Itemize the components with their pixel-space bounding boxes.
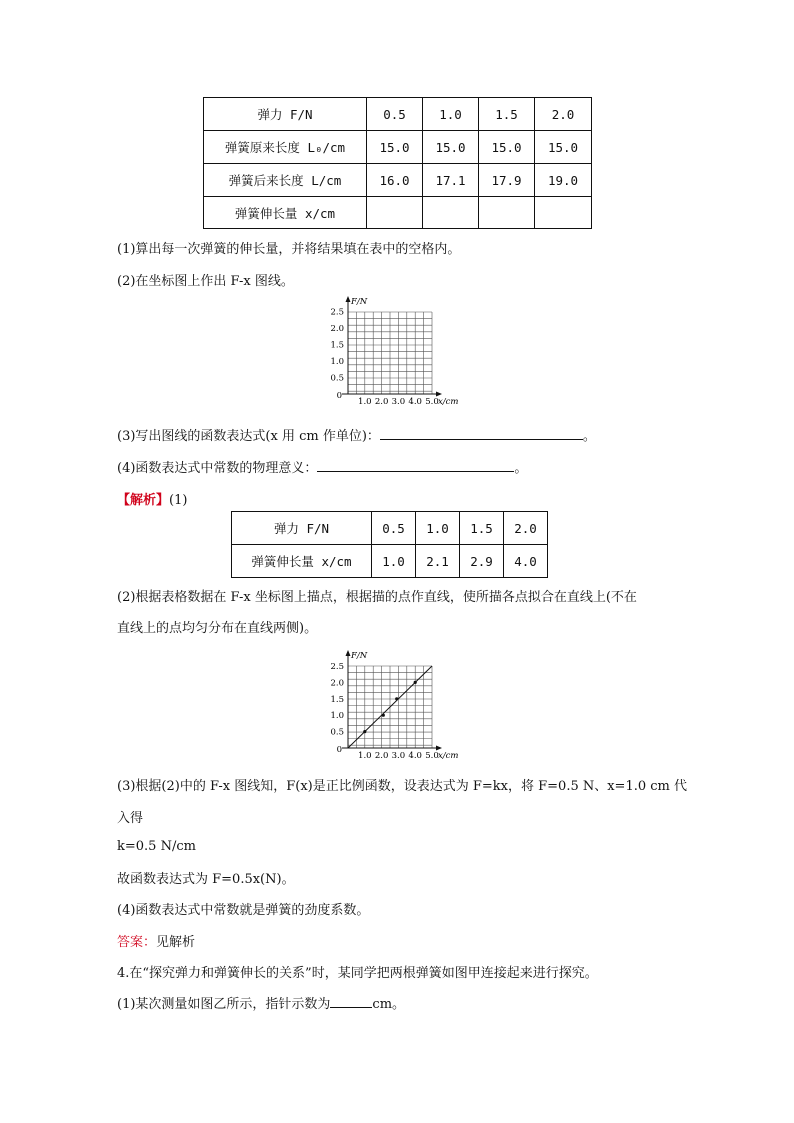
- x-tick-label: 1.0: [358, 397, 372, 407]
- cell: 15.0: [535, 131, 592, 164]
- x-tick-label: 5.0: [425, 751, 439, 761]
- y-tick-label: 2.0: [330, 324, 344, 334]
- cell: 0.5: [372, 512, 416, 545]
- analysis-label: 【解析】: [117, 493, 170, 508]
- y-axis-arrow: [346, 296, 351, 302]
- cell: 15.0: [367, 131, 423, 164]
- data-table-1: [203, 97, 592, 229]
- cell: 16.0: [367, 164, 423, 197]
- answer-label: 答案：: [117, 935, 157, 950]
- cell: 2.0: [504, 512, 548, 545]
- y-tick-label: 1.0: [330, 357, 344, 367]
- answer-blank[interactable]: [317, 457, 514, 472]
- solution-graph: [320, 646, 460, 764]
- y-axis-label: F/N: [351, 651, 368, 661]
- y-tick-label: 0.5: [330, 373, 344, 384]
- cell: 1.0: [372, 545, 416, 578]
- y-tick-label: 2.5: [330, 662, 344, 672]
- origin-label: 0: [336, 745, 342, 755]
- empty-cell[interactable]: [479, 197, 535, 229]
- row-label: 弹簧伸长量 x/cm: [232, 545, 372, 578]
- cell: 0.5: [367, 98, 423, 131]
- y-axis-arrow: [346, 650, 351, 656]
- cell: 4.0: [504, 545, 548, 578]
- answer-text: 见解析: [156, 935, 196, 950]
- answer-3-line-2: 入得: [117, 811, 144, 826]
- question-3-text: (3)写出图线的函数表达式(x 用 cm 作单位)：: [117, 429, 380, 444]
- answer-3-line-3: k=0.5 N/cm: [117, 839, 196, 854]
- data-table-2: [231, 511, 548, 578]
- x-axis-label: x/cm: [438, 397, 459, 407]
- cell: 17.1: [423, 164, 479, 197]
- problem-4-line-1: 4.在“探究弹力和弹簧伸长的关系”时，某同学把两根弹簧如图甲连接起来进行探究。: [117, 966, 598, 981]
- data-point: [382, 714, 385, 717]
- row-label: 弹簧原来长度 L₀/cm: [204, 131, 367, 164]
- y-tick-label: 2.0: [330, 678, 344, 689]
- answer-blank[interactable]: [330, 993, 372, 1008]
- answer-line: [117, 931, 195, 950]
- cell: 1.0: [423, 98, 479, 131]
- x-tick-label: 2.0: [374, 397, 389, 407]
- question-3: [117, 425, 596, 444]
- question-3-end: 。: [582, 429, 596, 444]
- blank-graph: [320, 292, 460, 410]
- cell: 19.0: [535, 164, 592, 197]
- y-axis-label: F/N: [351, 297, 368, 307]
- row-label: 弹力 F/N: [204, 98, 367, 131]
- x-tick-label: 3.0: [391, 397, 406, 407]
- table-row: [204, 98, 592, 131]
- cell: 15.0: [423, 131, 479, 164]
- x-tick-label: 1.0: [358, 751, 372, 761]
- problem-4-q1-end: cm。: [372, 997, 406, 1012]
- question-2: (2)在坐标图上作出 F-x 图线。: [117, 274, 294, 289]
- question-1: (1)算出每一次弹簧的伸长量，并将结果填在表中的空格内。: [117, 242, 461, 257]
- cell: 1.0: [416, 512, 460, 545]
- cell: 2.1: [416, 545, 460, 578]
- x-axis-arrow: [436, 746, 442, 751]
- answer-2-line-2: 直线上的点均匀分布在直线两侧)。: [117, 621, 318, 636]
- data-point: [363, 730, 366, 733]
- analysis-start: (1): [169, 493, 188, 508]
- origin-label: 0: [336, 391, 342, 401]
- answer-3-line-1: (3)根据(2)中的 F-x 图线知，F(x)是正比例函数，设表达式为 F=kx，将 F=0.5 N、x=1.0 cm 代: [117, 779, 688, 794]
- x-axis-label: x/cm: [438, 751, 459, 761]
- cell: 2.9: [460, 545, 504, 578]
- x-tick-label: 4.0: [408, 397, 422, 407]
- problem-4-q1-text: (1)某次测量如图乙所示，指针示数为: [117, 997, 331, 1012]
- y-tick-label: 0.5: [330, 727, 344, 738]
- grid: [348, 312, 432, 394]
- empty-cell[interactable]: [423, 197, 479, 229]
- answer-3-line-4: 故函数表达式为 F=0.5x(N)。: [117, 872, 295, 887]
- data-point: [414, 681, 417, 684]
- table-row: [204, 164, 592, 197]
- question-4-end: 。: [514, 461, 528, 476]
- y-tick-label: 1.5: [330, 340, 344, 351]
- y-tick-label: 1.0: [330, 711, 344, 722]
- x-tick-label: 5.0: [425, 397, 439, 407]
- cell: 1.5: [460, 512, 504, 545]
- cell: 17.9: [479, 164, 535, 197]
- row-label: 弹力 F/N: [232, 512, 372, 545]
- table-row: [204, 131, 592, 164]
- row-label: 弹簧伸长量 x/cm: [204, 197, 367, 229]
- x-axis-arrow: [436, 392, 442, 397]
- x-tick-label: 4.0: [408, 751, 422, 761]
- cell: 2.0: [535, 98, 592, 131]
- cell: 1.5: [479, 98, 535, 131]
- answer-2-line-1: (2)根据表格数据在 F-x 坐标图上描点，根据描的点作直线，使所描各点拟合在直线上(不在: [117, 590, 637, 605]
- x-tick-label: 3.0: [391, 751, 406, 761]
- question-4: [117, 457, 527, 476]
- analysis-heading: [117, 489, 187, 508]
- data-point: [395, 697, 398, 700]
- answer-blank[interactable]: [380, 425, 583, 440]
- table-row: [232, 512, 548, 545]
- y-tick-label: 2.5: [330, 307, 344, 318]
- table-row: [232, 545, 548, 578]
- empty-cell[interactable]: [535, 197, 592, 229]
- question-4-text: (4)函数表达式中常数的物理意义：: [117, 461, 318, 476]
- answer-4: (4)函数表达式中常数就是弹簧的劲度系数。: [117, 903, 370, 918]
- row-label: 弹簧后来长度 L/cm: [204, 164, 367, 197]
- empty-cell[interactable]: [367, 197, 423, 229]
- x-tick-label: 2.0: [374, 751, 389, 761]
- problem-4-question-1: [117, 993, 405, 1012]
- cell: 15.0: [479, 131, 535, 164]
- table-row: [204, 197, 592, 229]
- y-tick-label: 1.5: [330, 694, 344, 705]
